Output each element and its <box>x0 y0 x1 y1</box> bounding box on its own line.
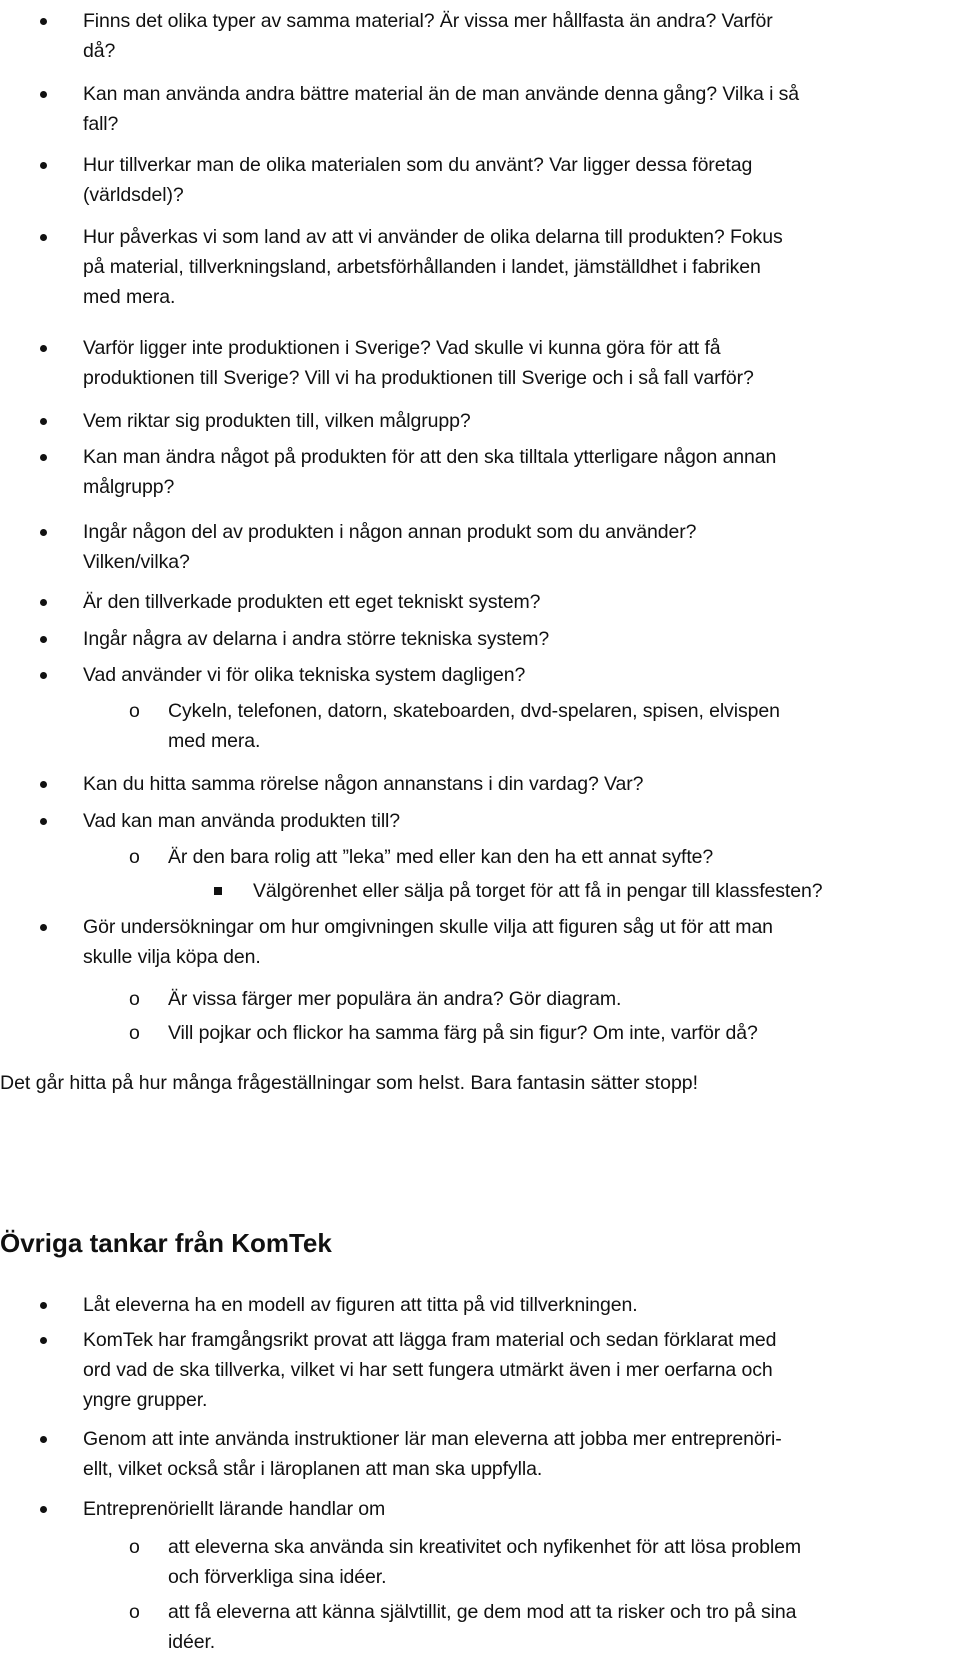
list-item-text-line: Ingår någon del av produkten i någon annan produkt som du använder? <box>83 521 697 543</box>
bullet-disc-icon <box>40 1436 47 1443</box>
list-item-text-line: då? <box>83 40 116 62</box>
list-item-text-line: Välgörenhet eller sälja på torget för att få in pengar till klassfesten? <box>253 880 823 902</box>
list-item-text-line: Är den tillverkade produkten ett eget tekniskt system? <box>83 591 541 613</box>
list-item-text-line: yngre grupper. <box>83 1389 208 1411</box>
list-item-text-line: Cykeln, telefonen, datorn, skateboarden, dvd-spelaren, spisen, elvispen <box>168 700 780 722</box>
closing-paragraph: Det går hitta på hur många frågeställningar som helst. Bara fantasin sätter stopp! <box>0 1072 699 1094</box>
bullet-disc-icon <box>40 454 47 461</box>
bullet-disc-icon <box>40 345 47 352</box>
list-item-text-line: Vem riktar sig produkten till, vilken målgrupp? <box>83 410 471 432</box>
bullet-disc-icon <box>40 529 47 536</box>
bullet-disc-icon <box>40 599 47 606</box>
list-item-text-line: och förverkliga sina idéer. <box>168 1566 387 1588</box>
bullet-disc-icon <box>40 162 47 169</box>
list-item-text-line: Gör undersökningar om hur omgivningen skulle vilja att figuren såg ut för att man <box>83 916 773 938</box>
bullet-disc-icon <box>40 636 47 643</box>
list-item-text-line: Vad använder vi för olika tekniska system dagligen? <box>83 664 526 686</box>
list-item-text-line: Är den bara rolig att ”leka” med eller kan den ha ett annat syfte? <box>168 846 714 868</box>
bullet-disc-icon <box>40 18 47 25</box>
bullet-disc-icon <box>40 418 47 425</box>
bullet-disc-icon <box>40 1506 47 1513</box>
list-item-text-line: ellt, vilket också står i läroplanen att man ska uppfylla. <box>83 1458 543 1480</box>
list-item-text-line: Genom att inte använda instruktioner lär man eleverna att jobba mer entreprenöri- <box>83 1428 782 1450</box>
list-item-text-line: Hur tillverkar man de olika materialen som du använt? Var ligger dessa företag <box>83 154 753 176</box>
bullet-disc-icon <box>40 1302 47 1309</box>
list-item-text-line: Är vissa färger mer populära än andra? Gör diagram. <box>168 988 622 1010</box>
list-item-text-line: Varför ligger inte produktionen i Sverige? Vad skulle vi kunna göra för att få <box>83 337 721 359</box>
bullet-square-icon <box>214 887 222 895</box>
bullet-disc-icon <box>40 818 47 825</box>
list-item-text-line: med mera. <box>168 730 261 752</box>
bullet-circle-icon: o <box>129 988 140 1010</box>
list-item-text-line: idéer. <box>168 1631 216 1653</box>
list-item-text-line: med mera. <box>83 286 176 308</box>
list-item-text-line: att få eleverna att känna självtillit, ge dem mod att ta risker och tro på sina <box>168 1601 797 1623</box>
list-item-text-line: Finns det olika typer av samma material? Är vissa mer hållfasta än andra? Varför <box>83 10 773 32</box>
bullet-disc-icon <box>40 91 47 98</box>
list-item-text-line: skulle vilja köpa den. <box>83 946 261 968</box>
list-item-text-line: Kan du hitta samma rörelse någon annanstans i din vardag? Var? <box>83 773 644 795</box>
list-item-text-line: Hur påverkas vi som land av att vi använder de olika delarna till produkten? Fokus <box>83 226 783 248</box>
bullet-disc-icon <box>40 924 47 931</box>
section-heading: Övriga tankar från KomTek <box>0 1228 332 1258</box>
list-item-text-line: Kan man ändra något på produkten för att den ska tilltala ytterligare någon annan <box>83 446 777 468</box>
bullet-circle-icon: o <box>129 700 140 722</box>
bullet-circle-icon: o <box>129 846 140 868</box>
list-item-text-line: Vill pojkar och flickor ha samma färg på sin figur? Om inte, varför då? <box>168 1022 758 1044</box>
list-item-text-line: målgrupp? <box>83 476 175 498</box>
bullet-disc-icon <box>40 781 47 788</box>
bullet-circle-icon: o <box>129 1601 140 1623</box>
list-item-text-line: ord vad de ska tillverka, vilket vi har sett fungera utmärkt även i mer oerfarna och <box>83 1359 773 1381</box>
list-item-text-line: Vad kan man använda produkten till? <box>83 810 401 832</box>
bullet-circle-icon: o <box>129 1536 140 1558</box>
bullet-disc-icon <box>40 672 47 679</box>
list-item-text-line: Ingår några av delarna i andra större tekniska system? <box>83 628 550 650</box>
list-item-text-line: att eleverna ska använda sin kreativitet och nyfikenhet för att lösa problem <box>168 1536 802 1558</box>
bullet-circle-icon: o <box>129 1022 140 1044</box>
list-item-text-line: produktionen till Sverige? Vill vi ha produktionen till Sverige och i så fall varför? <box>83 367 754 389</box>
list-item-text-line: Kan man använda andra bättre material än de man använde denna gång? Vilka i så <box>83 83 800 105</box>
list-item-text-line: på material, tillverkningsland, arbetsförhållanden i landet, jämställdhet i fabriken <box>83 256 761 278</box>
list-item-text-line: Entreprenöriellt lärande handlar om <box>83 1498 386 1520</box>
bullet-disc-icon <box>40 1337 47 1344</box>
list-item-text-line: KomTek har framgångsrikt provat att lägga fram material och sedan förklarat med <box>83 1329 777 1351</box>
list-item-text-line: fall? <box>83 113 119 135</box>
bullet-disc-icon <box>40 234 47 241</box>
list-item-text-line: (världsdel)? <box>83 184 184 206</box>
list-item-text-line: Vilken/vilka? <box>83 551 190 573</box>
list-item-text-line: Låt eleverna ha en modell av figuren att titta på vid tillverkningen. <box>83 1294 638 1316</box>
